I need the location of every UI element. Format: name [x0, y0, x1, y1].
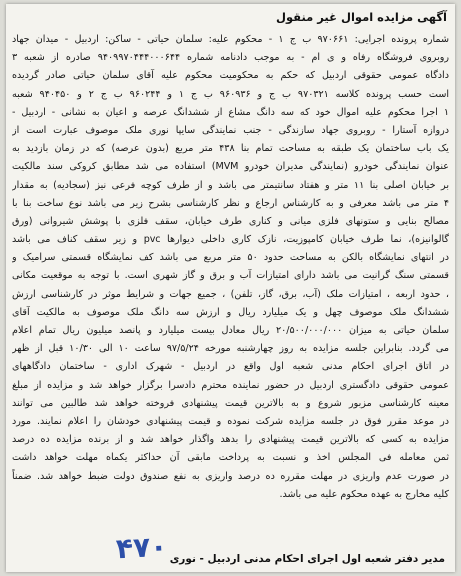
notice-line: می گردد. بنابراین جلسه مزایده به روز چهارشنبه مورخه ۹۷/۵/۲۴ ساعت ۱۰ الی ۱۰/۳۰ قبل از ظهر: [12, 343, 449, 355]
notice-line: گالوانیزه)، نما طرف خیابان کامپوزیت، نازک کاری داخلی دیوارها pvc و زیر سقف کناف می باشد: [12, 234, 449, 246]
notice-line: ۴ متر می باشد معرفی و به کارشناس ارجاع و نظر کارشناسی بشرح زیر می باشد نوع ساخت بنا با: [12, 197, 449, 209]
notice-line: دروازه آستارا - روبروی جهاد سازندگی - جنب نمایندگی سایپا نوری ملک موصوف عبارت است از: [12, 124, 449, 136]
notice-line: در انتهای نمایشگاه بالکن به مساحت حدود ۵۰ متر مربع می باشد کف نمایشگاه قسمتی سرامیک و: [12, 252, 449, 264]
notice-line: سلمان حیاتی به میزان ۲۰/۵۰۰/۰۰۰/۰۰۰ ریال معادل بیست میلیارد و پانصد میلیون ریال تمام اعلام: [12, 325, 449, 336]
notice-line: در صورت عدم واریزی در مهلت مقرره ده درصد واریزی به نفع صندوق دولت ضبط خواهد شد. ضمناً: [12, 470, 449, 482]
notice-line: عنوان نمایندگی خودرو (نمایندگی مدیران خودرو MVM) استفاده می شد مطابق کروکی سند مالکیت: [12, 161, 449, 173]
notice-line: معینه کارشناسی مزبور شروع و به بالاترین قیمت پیشنهادی فروخته خواهد شد طالبین می توانند: [12, 397, 449, 409]
notice-line: ثمن معامله فی المجلس اخذ و نسبت به پرداخت مابقی آن حداکثر یکماه مهلت خواهد داشت: [12, 452, 449, 464]
notice-heading: آگهی مزایده اموال غیر منقول: [275, 10, 447, 24]
notice-line: عمومی حقوقی دادگستری اردبیل در حضور نماینده محترم دادسرا برگزار خواهد شد و مزایده از مبلغ: [12, 379, 449, 391]
notice-line: یک باب ساختمان یک طبقه به مساحت تمام بنا ۴۳۸ متر مربع (بدون عرصه) که در زمان بازدید به: [12, 143, 449, 155]
notice-line: است حسب پرونده کلاسه ۹۷۰۳۲۱ ب ج و ۹۶۰۹۳۶ ب ج ۱ و ۹۶۰۲۴۴ ب ج ۲ و ۹۴۰۴۵۰ شعبه: [12, 88, 449, 100]
handwritten-mark: ۴۷۰: [115, 529, 169, 566]
notice-line: مصالح بنایی و ستونهای فلزی میانی و کناری طرف خیابان، سقف فلزی با پوشش شیروانی (ورق: [12, 215, 449, 227]
newspaper-clipping: [6, 4, 455, 572]
notice-line: در موعد مقرر فوق در جلسه مزایده شرکت نموده و قیمت پیشنهادی خودشان را اعلام نمایند. مورد: [12, 415, 449, 427]
notice-footer: مدیر دفتر شعبه اول اجرای احکام مدنی اردبیل - نوری: [169, 553, 445, 565]
notice-line: قسمتی سنگ گرانیت می باشد دارای امتیازات آب و برق و گاز شهری است. با توجه به موقعیت مکانی: [12, 270, 449, 282]
notice-line: روبروی فروشگاه رفاه و ی ام - به موجب دادنامه شماره ۹۴۰۹۹۷۰۴۴۴۰۰۰۶۴۴ صادره از شعبه ۳: [12, 52, 449, 64]
notice-line: ششدانگ ملک موصوف چهل و یک میلیارد ریال و ارزش سه دانگ ملک موصوف به مالکیت آقای: [12, 306, 449, 318]
notice-line: دادگاه عمومی حقوقی اردبیل که حکم به محکومیت محکوم علیه آقای سلمان حیاتی صادر گردیده: [12, 70, 449, 82]
notice-line: کلیه مخارج به عهده محکوم علیه می باشد.: [279, 488, 449, 500]
notice-line: مزایده به کسی که بالاترین قیمت پیشنهادی را بدهد واگذار خواهد شد و از برنده مزایده ده درصد: [12, 434, 449, 446]
notice-line: شماره پرونده اجرایی: ۹۷۰۶۶۱ ب ج ۱ - محکوم علیه: سلمان حیاتی - ساکن: اردبیل - میدان جهاد: [12, 34, 449, 45]
notice-line: ، حدود اربعه ، امتیازات ملک (آب، برق، گاز، تلفن) ، جمیع جهات و شرایط موثر در کارشناسی ارزش: [12, 288, 449, 300]
notice-line: در اتاق اجرای احکام مدنی شعبه اول واقع در اردبیل - شهرک اداری - ساختمان دادگاههای: [12, 361, 449, 373]
notice-line: بر خیابان اصلی بنا ۱۱ متر و هفتاد سانتیمتر می باشد و از طرف کوچه فرعی نیز (سجادیه) به مقدار: [12, 179, 449, 191]
notice-line: ۱ اجرا محکوم علیه اموال خود که سه دانگ مشاع از ششدانگ عرصه و اعیان به نشانی - اردبیل -: [12, 106, 449, 118]
notice-body: [12, 31, 449, 504]
